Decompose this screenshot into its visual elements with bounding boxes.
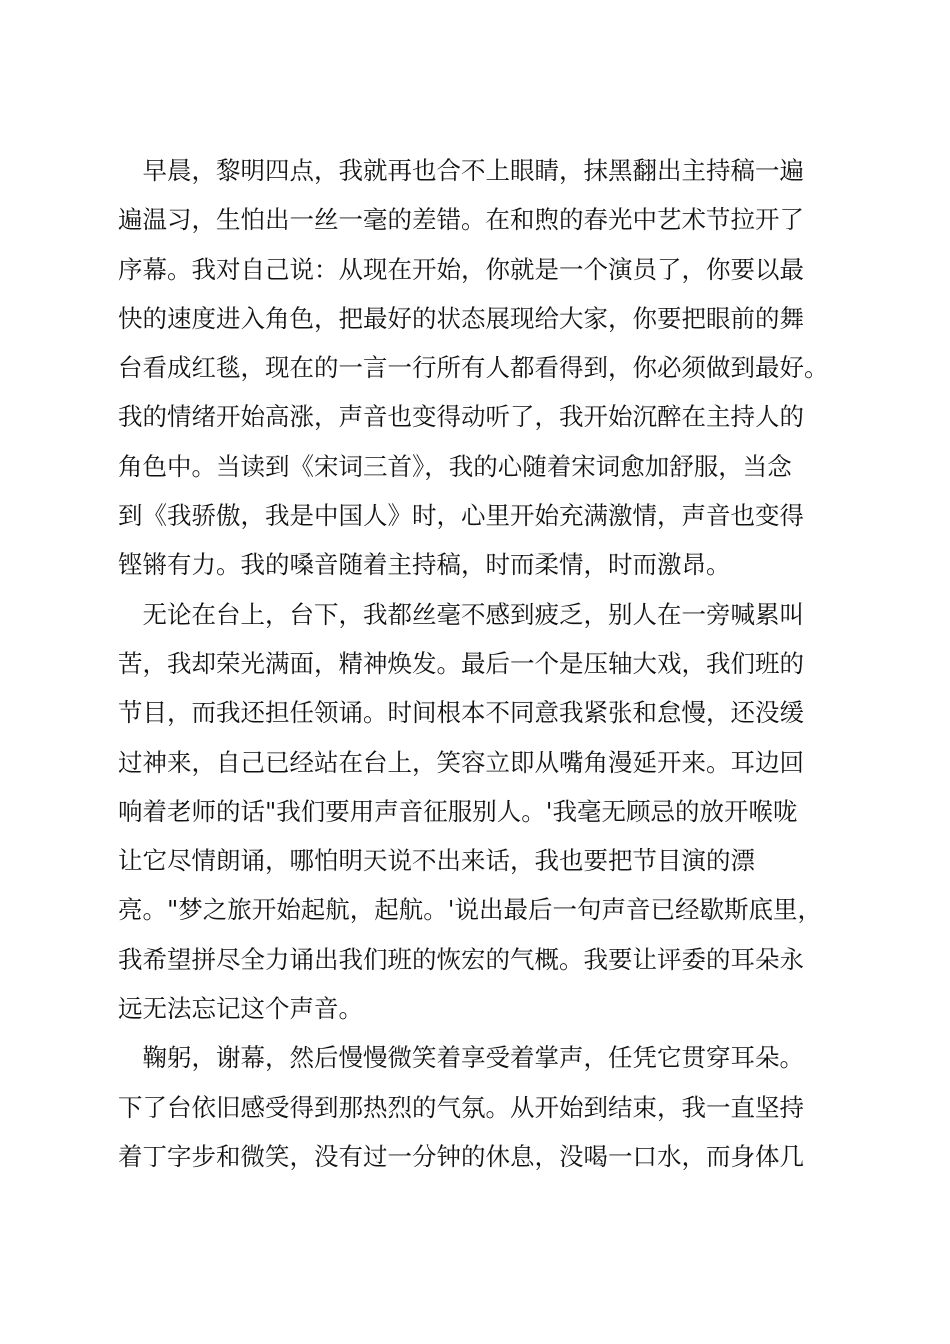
text-line: 角色中。当读到《宋词三首》，我的心随着宋词愈加舒服，当念 bbox=[118, 451, 792, 481]
text-line: 着丁字步和微笑，没有过一分钟的休息，没喝一口水，而身体几 bbox=[118, 1141, 804, 1171]
text-line: 我希望拼尽全力诵出我们班的恢宏的气概。我要让评委的耳朵永 bbox=[118, 944, 804, 974]
text-line: 响着老师的话"我们要用声音征服别人。'我毫无顾忌的放开喉咙 bbox=[118, 796, 798, 826]
text-line: 远无法忘记这个声音。 bbox=[118, 994, 363, 1024]
text-line: 遍温习，生怕出一丝一毫的差错。在和煦的春光中艺术节拉开了 bbox=[118, 205, 804, 235]
text-line: 台看成红毯，现在的一言一行所有人都看得到，你必须做到最好。 bbox=[118, 353, 829, 383]
text-line: 苦，我却荣光满面，精神焕发。最后一个是压轴大戏，我们班的 bbox=[118, 648, 804, 678]
text-line: 节目，而我还担任领诵。时间根本不同意我紧张和怠慢，还没缓 bbox=[118, 698, 804, 728]
text-line: 过神来，自己已经站在台上，笑容立即从嘴角漫延开来。耳边回 bbox=[118, 747, 804, 777]
text-line: 鞠躬，谢幕，然后慢慢微笑着享受着掌声，任凭它贯穿耳朵。 bbox=[118, 1043, 804, 1073]
text-line: 下了台依旧感受得到那热烈的气氛。从开始到结束，我一直坚持 bbox=[118, 1092, 804, 1122]
text-line: 序幕。我对自己说：从现在开始，你就是一个演员了，你要以最 bbox=[118, 254, 804, 284]
text-line: 我的情绪开始高涨，声音也变得动听了，我开始沉醉在主持人的 bbox=[118, 402, 804, 432]
text-line: 到《我骄傲，我是中国人》时，心里开始充满激情，声音也变得 bbox=[118, 501, 804, 531]
text-line: 早晨，黎明四点，我就再也合不上眼睛，抹黑翻出主持稿一遍 bbox=[118, 156, 804, 185]
text-line: 让它尽情朗诵，哪怕明天说不出来话，我也要把节目演的漂 bbox=[118, 846, 755, 876]
text-line: 亮。"梦之旅开始起航，起航。'说出最后一句声音已经歇斯底里， bbox=[118, 895, 823, 925]
document-body bbox=[118, 146, 843, 1181]
text-line: 无论在台上，台下，我都丝毫不感到疲乏，别人在一旁喊累叫 bbox=[118, 599, 804, 629]
text-line: 快的速度进入角色，把最好的状态展现给大家，你要把眼前的舞 bbox=[118, 303, 804, 333]
text-line: 铿锵有力。我的嗓音随着主持稿，时而柔情，时而激昂。 bbox=[118, 550, 731, 580]
